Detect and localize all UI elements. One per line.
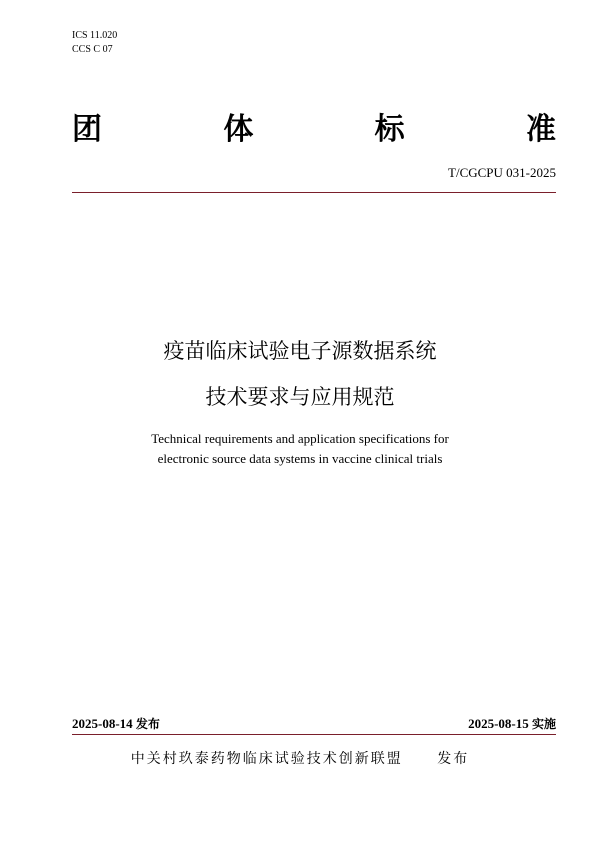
- standard-type-char: 标: [374, 112, 405, 147]
- publisher-organization: 中关村玖泰药物临床试验技术创新联盟: [130, 751, 403, 767]
- publisher-action: 发布: [437, 751, 470, 767]
- classification-codes: [72, 29, 117, 57]
- issue-date-value: 2025-08-14: [72, 716, 133, 731]
- implementation-date: [468, 715, 556, 732]
- bottom-divider: [72, 734, 556, 735]
- implementation-date-value: 2025-08-15: [468, 716, 529, 731]
- standard-type-char: 体: [223, 112, 254, 147]
- issue-date: [72, 715, 160, 732]
- title-english-line-2: electronic source data systems in vaccine clinical trials: [157, 451, 443, 466]
- title-chinese-line-2: 技术要求与应用规范: [205, 385, 395, 409]
- issue-date-label: 发布: [135, 717, 160, 731]
- ccs-code: CCS C 07: [72, 44, 113, 55]
- standard-type-char: 准: [525, 112, 556, 147]
- title-english-line-1: Technical requirements and application specifications for: [151, 431, 449, 446]
- title-chinese-line-1: 疫苗临床试验电子源数据系统: [163, 339, 437, 363]
- implementation-date-label: 实施: [531, 717, 556, 731]
- publisher-line: [0, 748, 600, 768]
- top-divider: [72, 192, 556, 193]
- ics-code: ICS 11.020: [72, 30, 118, 41]
- standard-type-char: 团: [72, 112, 102, 147]
- standard-number: T/CGCPU 031-2025: [448, 165, 556, 180]
- standard-type-heading: [72, 106, 556, 146]
